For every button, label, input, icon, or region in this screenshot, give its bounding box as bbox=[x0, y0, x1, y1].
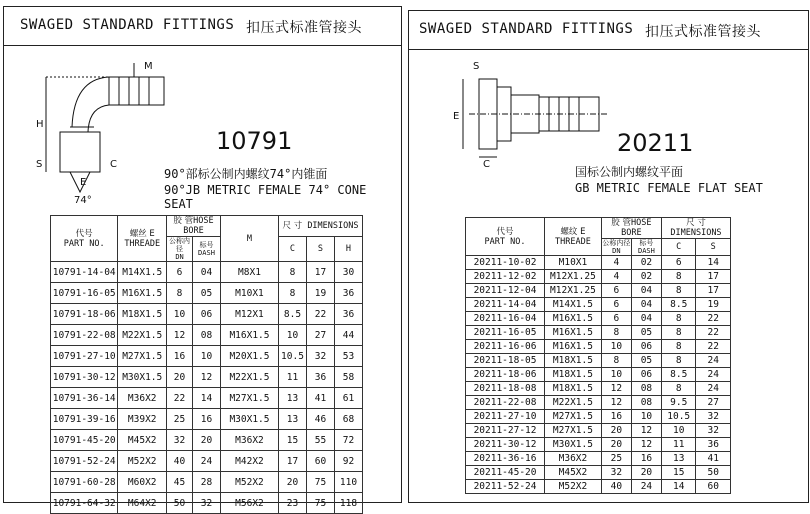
table-cell: 8 bbox=[661, 382, 696, 396]
table-cell: 02 bbox=[631, 256, 661, 270]
header-title-cn: 扣压式标准管接头 bbox=[246, 20, 362, 36]
table-row bbox=[51, 283, 363, 304]
table-cell: M27X1.5 bbox=[545, 410, 602, 424]
table-cell: 61 bbox=[334, 388, 362, 409]
table-row bbox=[51, 430, 363, 451]
table-cell: 75 bbox=[306, 493, 334, 514]
table-cell: 8 bbox=[279, 283, 307, 304]
dim-s-label: S bbox=[473, 61, 480, 72]
table-cell: 28 bbox=[192, 472, 220, 493]
table-row bbox=[466, 270, 731, 284]
hose-tail-shape bbox=[109, 77, 164, 105]
table-cell: M10X1 bbox=[220, 283, 278, 304]
table-cell: 118 bbox=[334, 493, 362, 514]
table-cell: 10791-16-05 bbox=[51, 283, 118, 304]
dimension-table: 代号 PART NO. 螺丝 E THREADE 胶 管HOSE BORE M 尺 寸 DIMENSIONS 公称内径 DN 标号 DASH C S H 10791-14-04 M14X1.5 6 04 M8X1 8 17 30 10791-16-05 M16X1.5 8 05 M10X1 8 19 36 10791-18-06 M18X1.5 10 06 M12X1 8.5 22 36 10791-22-08 M22X1.5 12 08 M16X1.5 10 27 44 10791-27-10 M27X1.5 16 10 M20X1.5 10.5 32 53 10791-30-12 M30X1.5 20 12 M22X1.5 11 36 58 10791-36-14 M36X2 22 14 M27X1.5 13 41 61 10791-39-16 M39X2 25 16 M30X1.5 13 46 68 10791-45-20 M45X2 32 20 M36X2 15 55 72 10791-52-24 M52X2 40 24 M42X2 17 60 92 10791-60-28 M60X2 45 28 M52X2 20 75 110 10791-64-32 M64X2 50 32 M56X2 23 75 118 bbox=[50, 215, 363, 514]
table-cell: 6 bbox=[167, 262, 193, 283]
header-title-cn: 扣压式标准管接头 bbox=[645, 24, 761, 40]
table-cell: 19 bbox=[306, 283, 334, 304]
table-row bbox=[466, 298, 731, 312]
table-cell: M22X1.5 bbox=[118, 325, 167, 346]
table-row bbox=[466, 340, 731, 354]
table-cell: 10791-45-20 bbox=[51, 430, 118, 451]
table-cell: 10791-27-10 bbox=[51, 346, 118, 367]
table-cell: 10791-36-14 bbox=[51, 388, 118, 409]
table-cell: 110 bbox=[334, 472, 362, 493]
table-cell: 20211-10-02 bbox=[466, 256, 545, 270]
table-cell: 10791-14-04 bbox=[51, 262, 118, 283]
table-cell: 16 bbox=[167, 346, 193, 367]
table-cell: 9.5 bbox=[661, 396, 696, 410]
table-cell: 10.5 bbox=[279, 346, 307, 367]
dim-e-label: E bbox=[80, 177, 87, 188]
table-row bbox=[51, 409, 363, 430]
table-row bbox=[466, 368, 731, 382]
table-cell: 8 bbox=[601, 354, 631, 368]
description-en: GB METRIC FEMALE FLAT SEAT bbox=[575, 181, 763, 195]
table-cell: 20211-45-20 bbox=[466, 466, 545, 480]
table-cell: 6 bbox=[661, 256, 696, 270]
table-cell: M64X2 bbox=[118, 493, 167, 514]
table-row bbox=[51, 388, 363, 409]
table-cell: 10791-39-16 bbox=[51, 409, 118, 430]
table-cell: 50 bbox=[167, 493, 193, 514]
table-cell: 15 bbox=[279, 430, 307, 451]
table-cell: M20X1.5 bbox=[220, 346, 278, 367]
table-cell: M27X1.5 bbox=[220, 388, 278, 409]
table-cell: 12 bbox=[631, 438, 661, 452]
table-cell: 06 bbox=[192, 304, 220, 325]
table-cell: 24 bbox=[192, 451, 220, 472]
table-cell: 20 bbox=[167, 367, 193, 388]
table-cell: 55 bbox=[306, 430, 334, 451]
table-cell: 6 bbox=[601, 284, 631, 298]
description-cn: 90°部标公制内螺纹74°内锥面 bbox=[164, 167, 328, 181]
table-row bbox=[466, 396, 731, 410]
table-row bbox=[466, 326, 731, 340]
table-cell: M12X1.25 bbox=[545, 284, 602, 298]
table-cell: 8.5 bbox=[279, 304, 307, 325]
table-cell: 10791-64-32 bbox=[51, 493, 118, 514]
header-title-en: SWAGED STANDARD FITTINGS bbox=[20, 17, 235, 33]
table-cell: 8 bbox=[661, 354, 696, 368]
table-cell: M30X1.5 bbox=[220, 409, 278, 430]
table-cell: M22X1.5 bbox=[220, 367, 278, 388]
table-row bbox=[466, 256, 731, 270]
table-cell: 14 bbox=[661, 480, 696, 494]
table-cell: M45X2 bbox=[545, 466, 602, 480]
table-cell: M45X2 bbox=[118, 430, 167, 451]
table-cell: 20211-12-04 bbox=[466, 284, 545, 298]
table-cell: 11 bbox=[661, 438, 696, 452]
table-cell: 10.5 bbox=[661, 410, 696, 424]
table-row bbox=[466, 466, 731, 480]
dim-e-label: E bbox=[453, 111, 460, 122]
table-cell: 41 bbox=[696, 452, 731, 466]
table-cell: 32 bbox=[696, 410, 731, 424]
table-cell: M16X1.5 bbox=[545, 326, 602, 340]
table-cell: 8 bbox=[661, 270, 696, 284]
table-row bbox=[51, 346, 363, 367]
table-row bbox=[466, 312, 731, 326]
table-cell: 02 bbox=[631, 270, 661, 284]
table-row bbox=[466, 452, 731, 466]
table-cell: M30X1.5 bbox=[118, 367, 167, 388]
table-cell: 10 bbox=[631, 410, 661, 424]
table-cell: 13 bbox=[279, 409, 307, 430]
table-cell: 27 bbox=[696, 396, 731, 410]
table-cell: 24 bbox=[696, 354, 731, 368]
table-cell: 22 bbox=[167, 388, 193, 409]
table-cell: 24 bbox=[696, 368, 731, 382]
table-cell: 36 bbox=[306, 367, 334, 388]
table-cell: 20 bbox=[631, 466, 661, 480]
page-header bbox=[4, 7, 401, 46]
table-cell: 08 bbox=[192, 325, 220, 346]
table-cell: 32 bbox=[696, 424, 731, 438]
table-cell: 8 bbox=[661, 340, 696, 354]
table-cell: 40 bbox=[601, 480, 631, 494]
table-cell: 8 bbox=[661, 312, 696, 326]
table-cell: 12 bbox=[601, 382, 631, 396]
catalog-page-10791 bbox=[3, 6, 402, 509]
table-cell: 20 bbox=[601, 424, 631, 438]
table-cell: 22 bbox=[306, 304, 334, 325]
table-row bbox=[466, 410, 731, 424]
dim-m-label: M bbox=[144, 61, 153, 72]
table-cell: 13 bbox=[279, 388, 307, 409]
table-cell: M39X2 bbox=[118, 409, 167, 430]
table-cell: M10X1 bbox=[545, 256, 602, 270]
table-cell: 05 bbox=[631, 326, 661, 340]
table-cell: 22 bbox=[696, 340, 731, 354]
table-cell: 68 bbox=[334, 409, 362, 430]
table-cell: 15 bbox=[661, 466, 696, 480]
table-cell: 04 bbox=[631, 284, 661, 298]
table-row bbox=[51, 367, 363, 388]
table-cell: 20211-18-08 bbox=[466, 382, 545, 396]
table-cell: 25 bbox=[601, 452, 631, 466]
table-cell: 17 bbox=[696, 284, 731, 298]
dim-c-label: C bbox=[483, 159, 490, 167]
table-cell: 10 bbox=[601, 368, 631, 382]
table-cell: 75 bbox=[306, 472, 334, 493]
table-cell: M18X1.5 bbox=[545, 382, 602, 396]
table-cell: M16X1.5 bbox=[545, 312, 602, 326]
table-cell: 46 bbox=[306, 409, 334, 430]
table-cell: 24 bbox=[631, 480, 661, 494]
table-cell: M52X2 bbox=[118, 451, 167, 472]
table-cell: M56X2 bbox=[220, 493, 278, 514]
table-cell: 12 bbox=[167, 325, 193, 346]
table-cell: 10 bbox=[601, 340, 631, 354]
table-row bbox=[51, 451, 363, 472]
table-cell: M52X2 bbox=[220, 472, 278, 493]
table-cell: 20211-27-12 bbox=[466, 424, 545, 438]
table-cell: 23 bbox=[279, 493, 307, 514]
table-cell: 10791-52-24 bbox=[51, 451, 118, 472]
table-cell: 05 bbox=[631, 354, 661, 368]
table-cell: 20211-14-04 bbox=[466, 298, 545, 312]
table-cell: M27X1.5 bbox=[545, 424, 602, 438]
dim-c-label: C bbox=[110, 159, 117, 170]
table-row bbox=[466, 424, 731, 438]
table-cell: M36X2 bbox=[545, 452, 602, 466]
dimension-table: 代号 PART NO. 螺纹 E THREADE 胶 管HOSE BORE 尺 寸 DIMENSIONS 公称内径 DN 标号 DASH C S 20211-10-02 M10X1 4 02 6 14 20211-12-02 M12X1.25 4 02 8 17 20211-12-04 M12X1.25 6 04 8 17 20211-14-04 M14X1.5 6 04 8.5 19 20211-16-04 M16X1.5 6 04 8 22 20211-16-05 M16X1.5 8 05 8 22 20211-16-06 M16X1.5 10 06 8 22 20211-18-05 M18X1.5 8 05 8 24 20211-18-06 M18X1.5 10 06 8.5 24 20211-18-08 M18X1.5 12 08 8 24 20211-22-08 M22X1.5 12 08 9.5 27 20211-27-10 M27X1.5 16 10 10.5 32 20211-27-12 M27X1.5 20 12 10 32 20211-30-12 M30X1.5 20 12 11 36 20211-36-16 M36X2 25 16 13 41 20211-45-20 M45X2 32 20 15 50 20211-52-24 M52X2 40 24 14 60 bbox=[465, 217, 731, 494]
table-cell: 53 bbox=[334, 346, 362, 367]
table-cell: 60 bbox=[306, 451, 334, 472]
description-en: 90°JB METRIC FEMALE 74° CONE SEAT bbox=[164, 183, 367, 211]
table-cell: 06 bbox=[631, 368, 661, 382]
table-cell: 25 bbox=[167, 409, 193, 430]
table-cell: M18X1.5 bbox=[545, 368, 602, 382]
table-cell: 20211-16-05 bbox=[466, 326, 545, 340]
table-cell: 60 bbox=[696, 480, 731, 494]
table-row bbox=[466, 382, 731, 396]
table-row bbox=[51, 262, 363, 283]
table-cell: M14X1.5 bbox=[118, 262, 167, 283]
table-cell: M52X2 bbox=[545, 480, 602, 494]
table-cell: M42X2 bbox=[220, 451, 278, 472]
fitting-drawing-10791 bbox=[34, 57, 174, 207]
table-cell: 4 bbox=[601, 270, 631, 284]
table-cell: 14 bbox=[192, 388, 220, 409]
catalog-page-20211 bbox=[408, 10, 809, 503]
table-cell: 8 bbox=[601, 326, 631, 340]
table-cell: 10 bbox=[192, 346, 220, 367]
table-cell: 17 bbox=[306, 262, 334, 283]
table-cell: 22 bbox=[696, 312, 731, 326]
table-cell: 20211-30-12 bbox=[466, 438, 545, 452]
table-cell: 10791-18-06 bbox=[51, 304, 118, 325]
table-cell: 36 bbox=[696, 438, 731, 452]
table-row bbox=[51, 472, 363, 493]
table-cell: 13 bbox=[661, 452, 696, 466]
table-cell: 20211-16-04 bbox=[466, 312, 545, 326]
table-cell: 8 bbox=[279, 262, 307, 283]
model-number: 10791 bbox=[216, 127, 293, 155]
table-row bbox=[466, 480, 731, 494]
table-cell: 50 bbox=[696, 466, 731, 480]
table-cell: 32 bbox=[306, 346, 334, 367]
table-cell: 20211-27-10 bbox=[466, 410, 545, 424]
table-cell: 36 bbox=[334, 283, 362, 304]
table-cell: 36 bbox=[334, 304, 362, 325]
table-cell: 24 bbox=[696, 382, 731, 396]
table-cell: 10 bbox=[167, 304, 193, 325]
table-cell: 27 bbox=[306, 325, 334, 346]
table-cell: 10 bbox=[279, 325, 307, 346]
table-cell: M27X1.5 bbox=[118, 346, 167, 367]
table-row bbox=[51, 325, 363, 346]
table-cell: M60X2 bbox=[118, 472, 167, 493]
table-cell: 8 bbox=[167, 283, 193, 304]
table-row bbox=[466, 354, 731, 368]
table-cell: M14X1.5 bbox=[545, 298, 602, 312]
table-cell: 17 bbox=[279, 451, 307, 472]
dim-h-label: H bbox=[36, 119, 44, 130]
table-cell: 20211-22-08 bbox=[466, 396, 545, 410]
table-cell: 04 bbox=[631, 312, 661, 326]
table-cell: 04 bbox=[631, 298, 661, 312]
table-cell: 12 bbox=[631, 424, 661, 438]
table-cell: 16 bbox=[631, 452, 661, 466]
table-cell: 10 bbox=[661, 424, 696, 438]
table-cell: M16X1.5 bbox=[545, 340, 602, 354]
page-header bbox=[409, 11, 808, 50]
table-cell: 41 bbox=[306, 388, 334, 409]
table-row bbox=[51, 304, 363, 325]
description-cn: 国标公制内螺纹平面 bbox=[575, 165, 684, 179]
table-cell: 30 bbox=[334, 262, 362, 283]
table-cell: 12 bbox=[601, 396, 631, 410]
table-cell: M12X1 bbox=[220, 304, 278, 325]
table-cell: 11 bbox=[279, 367, 307, 388]
table-cell: 04 bbox=[192, 262, 220, 283]
table-cell: M22X1.5 bbox=[545, 396, 602, 410]
table-cell: M30X1.5 bbox=[545, 438, 602, 452]
table-cell: 06 bbox=[631, 340, 661, 354]
table-cell: 44 bbox=[334, 325, 362, 346]
table-cell: 8.5 bbox=[661, 368, 696, 382]
table-cell: 32 bbox=[192, 493, 220, 514]
angle-label: 74° bbox=[74, 195, 92, 206]
table-cell: 8 bbox=[661, 326, 696, 340]
table-cell: 16 bbox=[192, 409, 220, 430]
table-cell: M36X2 bbox=[220, 430, 278, 451]
table-cell: 10791-30-12 bbox=[51, 367, 118, 388]
table-cell: 20211-16-06 bbox=[466, 340, 545, 354]
table-cell: 8 bbox=[661, 284, 696, 298]
model-number: 20211 bbox=[617, 129, 694, 157]
header-title-en: SWAGED STANDARD FITTINGS bbox=[419, 21, 634, 37]
table-cell: 12 bbox=[192, 367, 220, 388]
table-cell: 6 bbox=[601, 298, 631, 312]
table-cell: 20 bbox=[192, 430, 220, 451]
dim-s-label: S bbox=[36, 159, 43, 170]
table-cell: M18X1.5 bbox=[545, 354, 602, 368]
table-row bbox=[466, 284, 731, 298]
table-cell: 17 bbox=[696, 270, 731, 284]
table-cell: 20211-12-02 bbox=[466, 270, 545, 284]
table-cell: 58 bbox=[334, 367, 362, 388]
table-cell: 16 bbox=[601, 410, 631, 424]
table-cell: M18X1.5 bbox=[118, 304, 167, 325]
table-row bbox=[51, 493, 363, 514]
table-cell: 20211-18-05 bbox=[466, 354, 545, 368]
table-cell: 6 bbox=[601, 312, 631, 326]
table-cell: 08 bbox=[631, 396, 661, 410]
table-cell: 72 bbox=[334, 430, 362, 451]
table-cell: 20211-36-16 bbox=[466, 452, 545, 466]
table-cell: 8.5 bbox=[661, 298, 696, 312]
table-cell: M16X1.5 bbox=[118, 283, 167, 304]
table-cell: M8X1 bbox=[220, 262, 278, 283]
table-cell: 10791-22-08 bbox=[51, 325, 118, 346]
table-cell: 20 bbox=[601, 438, 631, 452]
table-cell: 20 bbox=[279, 472, 307, 493]
table-cell: 20211-52-24 bbox=[466, 480, 545, 494]
table-cell: M16X1.5 bbox=[220, 325, 278, 346]
table-cell: 4 bbox=[601, 256, 631, 270]
table-cell: 10791-60-28 bbox=[51, 472, 118, 493]
table-cell: 22 bbox=[696, 326, 731, 340]
table-cell: M36X2 bbox=[118, 388, 167, 409]
table-cell: 14 bbox=[696, 256, 731, 270]
table-cell: 05 bbox=[192, 283, 220, 304]
table-cell: 32 bbox=[601, 466, 631, 480]
table-cell: 92 bbox=[334, 451, 362, 472]
table-cell: 45 bbox=[167, 472, 193, 493]
table-cell: M12X1.25 bbox=[545, 270, 602, 284]
table-cell: 20211-18-06 bbox=[466, 368, 545, 382]
table-cell: 08 bbox=[631, 382, 661, 396]
table-cell: 32 bbox=[167, 430, 193, 451]
nut-shape bbox=[60, 132, 100, 172]
table-cell: 19 bbox=[696, 298, 731, 312]
table-cell: 40 bbox=[167, 451, 193, 472]
table-row bbox=[466, 438, 731, 452]
